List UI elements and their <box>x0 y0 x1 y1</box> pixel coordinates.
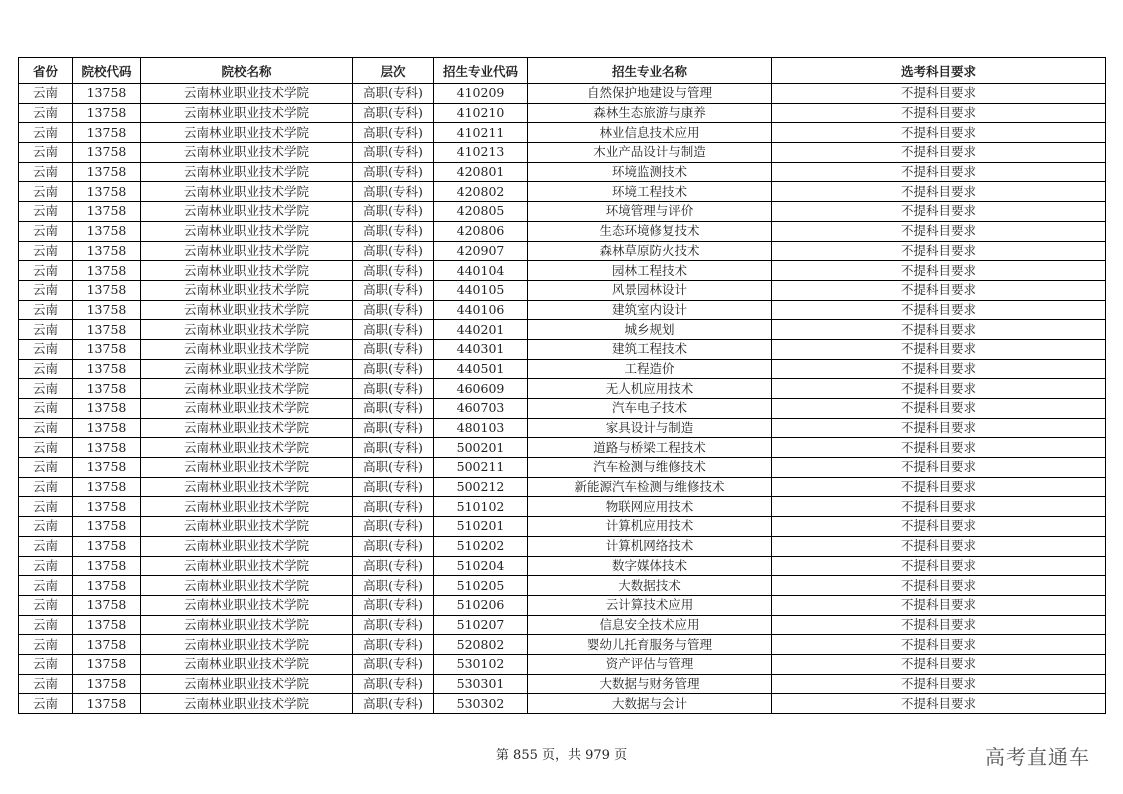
cell-school-code: 13758 <box>73 595 141 615</box>
cell-subject-requirement: 不提科目要求 <box>772 418 1106 438</box>
cell-school-name: 云南林业职业技术学院 <box>141 241 353 261</box>
cell-school-name: 云南林业职业技术学院 <box>141 595 353 615</box>
cell-school-code: 13758 <box>73 182 141 202</box>
cell-school-name: 云南林业职业技术学院 <box>141 694 353 714</box>
cell-school-name: 云南林业职业技术学院 <box>141 143 353 163</box>
cell-school-name: 云南林业职业技术学院 <box>141 123 353 143</box>
cell-province: 云南 <box>19 182 73 202</box>
cell-school-name: 云南林业职业技术学院 <box>141 477 353 497</box>
table-row <box>19 477 1106 497</box>
cell-subject-requirement: 不提科目要求 <box>772 84 1106 104</box>
cell-province: 云南 <box>19 477 73 497</box>
cell-school-code: 13758 <box>73 458 141 478</box>
cell-major-code: 510206 <box>434 595 528 615</box>
cell-province: 云南 <box>19 202 73 222</box>
cell-subject-requirement: 不提科目要求 <box>772 576 1106 596</box>
cell-subject-requirement: 不提科目要求 <box>772 320 1106 340</box>
cell-major-code: 460609 <box>434 379 528 399</box>
cell-major-name: 森林草原防火技术 <box>528 241 772 261</box>
watermark-logo: 高考直通车 <box>985 745 1090 769</box>
cell-school-name: 云南林业职业技术学院 <box>141 399 353 419</box>
cell-subject-requirement: 不提科目要求 <box>772 221 1106 241</box>
cell-major-code: 420805 <box>434 202 528 222</box>
table-row <box>19 123 1106 143</box>
table-row <box>19 182 1106 202</box>
cell-school-name: 云南林业职业技术学院 <box>141 103 353 123</box>
cell-major-name: 资产评估与管理 <box>528 654 772 674</box>
cell-major-code: 500212 <box>434 477 528 497</box>
cell-major-name: 计算机网络技术 <box>528 536 772 556</box>
cell-major-code: 440201 <box>434 320 528 340</box>
cell-major-code: 420801 <box>434 162 528 182</box>
table-row <box>19 379 1106 399</box>
table-row <box>19 517 1106 537</box>
cell-province: 云南 <box>19 556 73 576</box>
cell-major-name: 大数据技术 <box>528 576 772 596</box>
cell-school-code: 13758 <box>73 438 141 458</box>
cell-school-name: 云南林业职业技术学院 <box>141 84 353 104</box>
cell-level: 高职(专科) <box>353 182 434 202</box>
cell-school-code: 13758 <box>73 379 141 399</box>
cell-school-name: 云南林业职业技术学院 <box>141 615 353 635</box>
cell-subject-requirement: 不提科目要求 <box>772 477 1106 497</box>
cell-school-name: 云南林业职业技术学院 <box>141 556 353 576</box>
cell-major-code: 460703 <box>434 399 528 419</box>
cell-major-name: 汽车检测与维修技术 <box>528 458 772 478</box>
cell-school-name: 云南林业职业技术学院 <box>141 202 353 222</box>
cell-major-code: 500201 <box>434 438 528 458</box>
cell-school-code: 13758 <box>73 477 141 497</box>
cell-major-code: 530102 <box>434 654 528 674</box>
cell-level: 高职(专科) <box>353 202 434 222</box>
cell-province: 云南 <box>19 143 73 163</box>
cell-major-name: 园林工程技术 <box>528 261 772 281</box>
cell-subject-requirement: 不提科目要求 <box>772 182 1106 202</box>
cell-province: 云南 <box>19 103 73 123</box>
table-row <box>19 103 1106 123</box>
cell-level: 高职(专科) <box>353 477 434 497</box>
cell-subject-requirement: 不提科目要求 <box>772 438 1106 458</box>
cell-level: 高职(专科) <box>353 615 434 635</box>
cell-level: 高职(专科) <box>353 103 434 123</box>
table-row <box>19 536 1106 556</box>
cell-level: 高职(专科) <box>353 280 434 300</box>
cell-school-code: 13758 <box>73 202 141 222</box>
table-row <box>19 143 1106 163</box>
table-header-row <box>19 58 1106 84</box>
cell-subject-requirement: 不提科目要求 <box>772 595 1106 615</box>
cell-major-code: 510202 <box>434 536 528 556</box>
cell-level: 高职(专科) <box>353 399 434 419</box>
cell-subject-requirement: 不提科目要求 <box>772 143 1106 163</box>
table-row <box>19 654 1106 674</box>
cell-major-name: 林业信息技术应用 <box>528 123 772 143</box>
cell-province: 云南 <box>19 615 73 635</box>
cell-province: 云南 <box>19 674 73 694</box>
cell-province: 云南 <box>19 359 73 379</box>
cell-level: 高职(专科) <box>353 654 434 674</box>
cell-province: 云南 <box>19 123 73 143</box>
cell-school-name: 云南林业职业技术学院 <box>141 536 353 556</box>
cell-major-code: 420802 <box>434 182 528 202</box>
cell-major-name: 环境管理与评价 <box>528 202 772 222</box>
cell-province: 云南 <box>19 221 73 241</box>
cell-school-name: 云南林业职业技术学院 <box>141 418 353 438</box>
cell-major-name: 计算机应用技术 <box>528 517 772 537</box>
header-subject-requirement: 选考科目要求 <box>772 58 1106 84</box>
cell-level: 高职(专科) <box>353 221 434 241</box>
header-province: 省份 <box>19 58 73 84</box>
admission-table <box>18 57 1106 714</box>
cell-major-name: 自然保护地建设与管理 <box>528 84 772 104</box>
cell-major-code: 410209 <box>434 84 528 104</box>
cell-province: 云南 <box>19 458 73 478</box>
cell-major-code: 480103 <box>434 418 528 438</box>
cell-level: 高职(专科) <box>353 438 434 458</box>
cell-major-name: 工程造价 <box>528 359 772 379</box>
cell-major-name: 新能源汽车检测与维修技术 <box>528 477 772 497</box>
cell-major-code: 510201 <box>434 517 528 537</box>
table-row <box>19 418 1106 438</box>
cell-level: 高职(专科) <box>353 556 434 576</box>
cell-major-name: 建筑室内设计 <box>528 300 772 320</box>
cell-school-code: 13758 <box>73 261 141 281</box>
cell-province: 云南 <box>19 438 73 458</box>
cell-school-name: 云南林业职业技术学院 <box>141 576 353 596</box>
cell-subject-requirement: 不提科目要求 <box>772 694 1106 714</box>
cell-subject-requirement: 不提科目要求 <box>772 399 1106 419</box>
cell-school-name: 云南林业职业技术学院 <box>141 379 353 399</box>
cell-major-name: 婴幼儿托育服务与管理 <box>528 635 772 655</box>
cell-school-code: 13758 <box>73 497 141 517</box>
table-row <box>19 556 1106 576</box>
cell-school-code: 13758 <box>73 654 141 674</box>
cell-school-code: 13758 <box>73 280 141 300</box>
cell-major-code: 510102 <box>434 497 528 517</box>
cell-subject-requirement: 不提科目要求 <box>772 635 1106 655</box>
table-row <box>19 202 1106 222</box>
cell-school-name: 云南林业职业技术学院 <box>141 635 353 655</box>
header-major-name: 招生专业名称 <box>528 58 772 84</box>
cell-province: 云南 <box>19 162 73 182</box>
cell-level: 高职(专科) <box>353 261 434 281</box>
cell-level: 高职(专科) <box>353 241 434 261</box>
cell-major-code: 410210 <box>434 103 528 123</box>
cell-school-name: 云南林业职业技术学院 <box>141 339 353 359</box>
cell-subject-requirement: 不提科目要求 <box>772 654 1106 674</box>
cell-school-code: 13758 <box>73 241 141 261</box>
cell-subject-requirement: 不提科目要求 <box>772 241 1106 261</box>
cell-school-code: 13758 <box>73 162 141 182</box>
table-row <box>19 221 1106 241</box>
cell-subject-requirement: 不提科目要求 <box>772 556 1106 576</box>
table-row <box>19 497 1106 517</box>
cell-school-name: 云南林业职业技术学院 <box>141 497 353 517</box>
cell-level: 高职(专科) <box>353 694 434 714</box>
cell-major-code: 410213 <box>434 143 528 163</box>
cell-province: 云南 <box>19 300 73 320</box>
cell-subject-requirement: 不提科目要求 <box>772 674 1106 694</box>
cell-level: 高职(专科) <box>353 143 434 163</box>
cell-subject-requirement: 不提科目要求 <box>772 615 1106 635</box>
cell-major-name: 汽车电子技术 <box>528 399 772 419</box>
table-row <box>19 399 1106 419</box>
cell-subject-requirement: 不提科目要求 <box>772 517 1106 537</box>
cell-major-name: 大数据与财务管理 <box>528 674 772 694</box>
cell-province: 云南 <box>19 497 73 517</box>
cell-level: 高职(专科) <box>353 162 434 182</box>
cell-province: 云南 <box>19 320 73 340</box>
cell-subject-requirement: 不提科目要求 <box>772 123 1106 143</box>
cell-school-name: 云南林业职业技术学院 <box>141 221 353 241</box>
table-row <box>19 241 1106 261</box>
cell-major-name: 无人机应用技术 <box>528 379 772 399</box>
table-row <box>19 359 1106 379</box>
cell-school-name: 云南林业职业技术学院 <box>141 674 353 694</box>
header-school-name: 院校名称 <box>141 58 353 84</box>
cell-province: 云南 <box>19 536 73 556</box>
cell-school-name: 云南林业职业技术学院 <box>141 300 353 320</box>
cell-level: 高职(专科) <box>353 458 434 478</box>
page-number: 第 855 页，共 979 页 <box>495 748 628 763</box>
cell-subject-requirement: 不提科目要求 <box>772 458 1106 478</box>
cell-subject-requirement: 不提科目要求 <box>772 103 1106 123</box>
header-school-code: 院校代码 <box>73 58 141 84</box>
cell-level: 高职(专科) <box>353 320 434 340</box>
cell-school-code: 13758 <box>73 576 141 596</box>
table-row <box>19 674 1106 694</box>
table-row <box>19 84 1106 104</box>
cell-province: 云南 <box>19 84 73 104</box>
cell-school-code: 13758 <box>73 123 141 143</box>
cell-school-name: 云南林业职业技术学院 <box>141 320 353 340</box>
cell-major-name: 森林生态旅游与康养 <box>528 103 772 123</box>
cell-school-code: 13758 <box>73 143 141 163</box>
cell-major-code: 510204 <box>434 556 528 576</box>
table-row <box>19 694 1106 714</box>
cell-major-code: 530301 <box>434 674 528 694</box>
table-row <box>19 280 1106 300</box>
cell-major-name: 数字媒体技术 <box>528 556 772 576</box>
cell-level: 高职(专科) <box>353 418 434 438</box>
cell-subject-requirement: 不提科目要求 <box>772 359 1106 379</box>
cell-subject-requirement: 不提科目要求 <box>772 379 1106 399</box>
cell-school-name: 云南林业职业技术学院 <box>141 280 353 300</box>
table-body <box>19 84 1106 714</box>
cell-school-name: 云南林业职业技术学院 <box>141 182 353 202</box>
cell-school-code: 13758 <box>73 517 141 537</box>
cell-school-name: 云南林业职业技术学院 <box>141 458 353 478</box>
cell-subject-requirement: 不提科目要求 <box>772 497 1106 517</box>
cell-major-name: 大数据与会计 <box>528 694 772 714</box>
cell-level: 高职(专科) <box>353 595 434 615</box>
cell-major-code: 440106 <box>434 300 528 320</box>
cell-subject-requirement: 不提科目要求 <box>772 261 1106 281</box>
cell-major-name: 环境工程技术 <box>528 182 772 202</box>
cell-school-code: 13758 <box>73 615 141 635</box>
cell-province: 云南 <box>19 379 73 399</box>
cell-school-name: 云南林业职业技术学院 <box>141 654 353 674</box>
cell-school-code: 13758 <box>73 694 141 714</box>
cell-major-code: 410211 <box>434 123 528 143</box>
cell-major-name: 云计算技术应用 <box>528 595 772 615</box>
cell-major-name: 风景园林设计 <box>528 280 772 300</box>
cell-school-code: 13758 <box>73 536 141 556</box>
table-row <box>19 320 1106 340</box>
cell-province: 云南 <box>19 261 73 281</box>
cell-province: 云南 <box>19 694 73 714</box>
cell-school-code: 13758 <box>73 635 141 655</box>
cell-level: 高职(专科) <box>353 300 434 320</box>
cell-school-name: 云南林业职业技术学院 <box>141 359 353 379</box>
cell-major-code: 440301 <box>434 339 528 359</box>
cell-subject-requirement: 不提科目要求 <box>772 202 1106 222</box>
cell-major-code: 440501 <box>434 359 528 379</box>
cell-province: 云南 <box>19 280 73 300</box>
cell-province: 云南 <box>19 576 73 596</box>
table-row <box>19 162 1106 182</box>
cell-province: 云南 <box>19 654 73 674</box>
table-row <box>19 635 1106 655</box>
cell-school-code: 13758 <box>73 339 141 359</box>
cell-major-name: 信息安全技术应用 <box>528 615 772 635</box>
cell-school-code: 13758 <box>73 399 141 419</box>
cell-school-code: 13758 <box>73 418 141 438</box>
cell-major-code: 510207 <box>434 615 528 635</box>
table-row <box>19 300 1106 320</box>
cell-school-code: 13758 <box>73 84 141 104</box>
cell-school-name: 云南林业职业技术学院 <box>141 438 353 458</box>
cell-major-code: 500211 <box>434 458 528 478</box>
cell-level: 高职(专科) <box>353 339 434 359</box>
cell-province: 云南 <box>19 241 73 261</box>
table-row <box>19 458 1106 478</box>
cell-major-name: 木业产品设计与制造 <box>528 143 772 163</box>
cell-subject-requirement: 不提科目要求 <box>772 339 1106 359</box>
cell-major-code: 440105 <box>434 280 528 300</box>
cell-school-code: 13758 <box>73 320 141 340</box>
cell-major-code: 520802 <box>434 635 528 655</box>
table-row <box>19 339 1106 359</box>
cell-major-name: 家具设计与制造 <box>528 418 772 438</box>
cell-school-code: 13758 <box>73 674 141 694</box>
cell-major-name: 生态环境修复技术 <box>528 221 772 241</box>
header-level: 层次 <box>353 58 434 84</box>
cell-school-code: 13758 <box>73 221 141 241</box>
cell-school-code: 13758 <box>73 103 141 123</box>
cell-level: 高职(专科) <box>353 576 434 596</box>
table-row <box>19 261 1106 281</box>
cell-school-name: 云南林业职业技术学院 <box>141 162 353 182</box>
cell-level: 高职(专科) <box>353 84 434 104</box>
cell-school-code: 13758 <box>73 556 141 576</box>
cell-level: 高职(专科) <box>353 674 434 694</box>
cell-level: 高职(专科) <box>353 379 434 399</box>
cell-level: 高职(专科) <box>353 536 434 556</box>
cell-subject-requirement: 不提科目要求 <box>772 162 1106 182</box>
cell-province: 云南 <box>19 399 73 419</box>
cell-subject-requirement: 不提科目要求 <box>772 300 1106 320</box>
cell-province: 云南 <box>19 517 73 537</box>
cell-major-name: 城乡规划 <box>528 320 772 340</box>
cell-province: 云南 <box>19 635 73 655</box>
cell-major-name: 环境监测技术 <box>528 162 772 182</box>
cell-school-code: 13758 <box>73 300 141 320</box>
cell-province: 云南 <box>19 418 73 438</box>
cell-level: 高职(专科) <box>353 123 434 143</box>
header-major-code: 招生专业代码 <box>434 58 528 84</box>
cell-major-code: 420806 <box>434 221 528 241</box>
cell-subject-requirement: 不提科目要求 <box>772 280 1106 300</box>
cell-subject-requirement: 不提科目要求 <box>772 536 1106 556</box>
cell-province: 云南 <box>19 595 73 615</box>
table-row <box>19 438 1106 458</box>
cell-major-code: 530302 <box>434 694 528 714</box>
table-row <box>19 615 1106 635</box>
cell-level: 高职(专科) <box>353 517 434 537</box>
cell-major-code: 510205 <box>434 576 528 596</box>
cell-major-name: 建筑工程技术 <box>528 339 772 359</box>
table-row <box>19 576 1106 596</box>
cell-major-name: 道路与桥梁工程技术 <box>528 438 772 458</box>
cell-level: 高职(专科) <box>353 497 434 517</box>
table-row <box>19 595 1106 615</box>
cell-province: 云南 <box>19 339 73 359</box>
cell-major-code: 440104 <box>434 261 528 281</box>
cell-school-name: 云南林业职业技术学院 <box>141 517 353 537</box>
cell-major-name: 物联网应用技术 <box>528 497 772 517</box>
cell-level: 高职(专科) <box>353 635 434 655</box>
cell-school-name: 云南林业职业技术学院 <box>141 261 353 281</box>
cell-major-code: 420907 <box>434 241 528 261</box>
cell-school-code: 13758 <box>73 359 141 379</box>
cell-level: 高职(专科) <box>353 359 434 379</box>
